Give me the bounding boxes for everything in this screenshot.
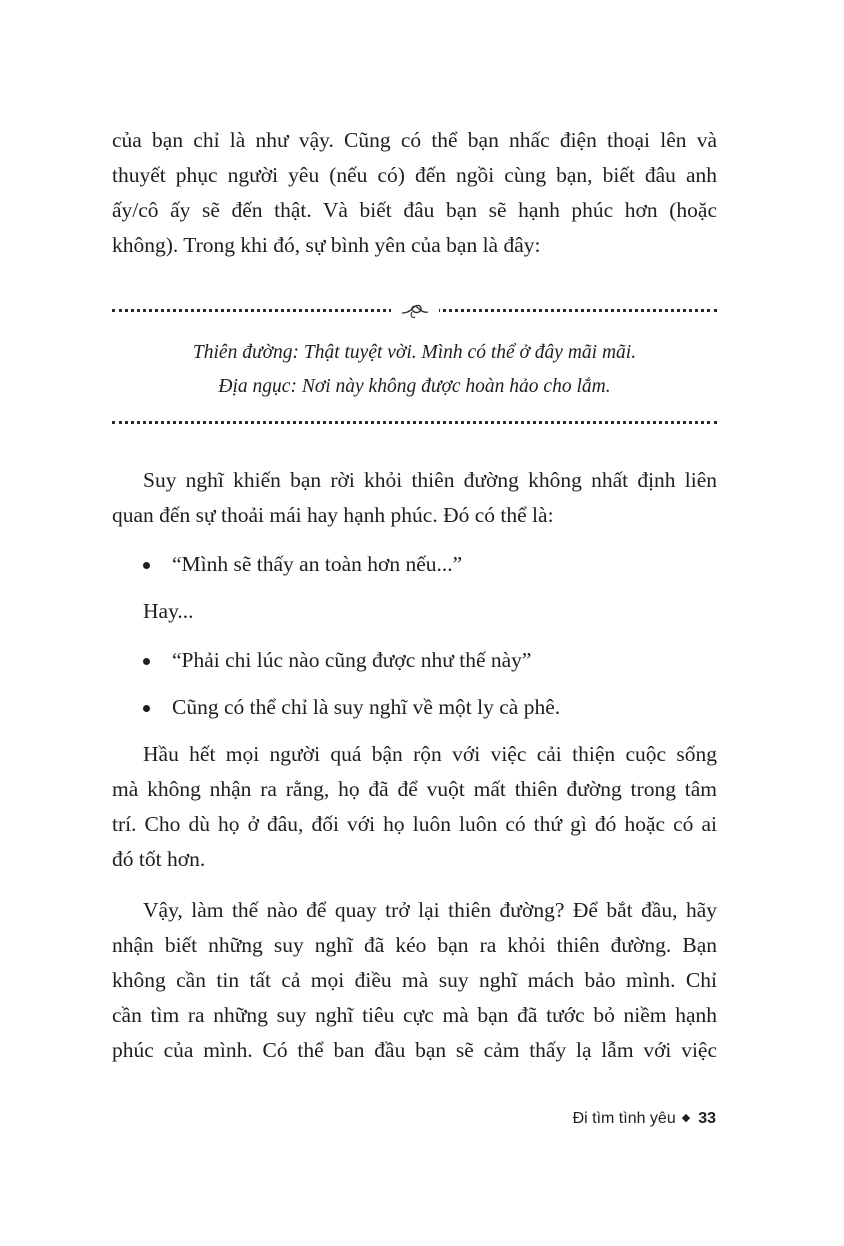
text-line: của bạn chỉ là như vậy. Cũng có thể bạn nhấc điện thoại lên và bbox=[112, 128, 717, 152]
quote-line-heaven: Thiên đường: Thật tuyệt vời. Mình có thể ở đây mãi mãi. bbox=[192, 342, 637, 363]
text-line: Hầu hết mọi người quá bận rộn với việc cải thiện cuộc sống bbox=[143, 742, 717, 766]
bullet-icon bbox=[143, 562, 150, 569]
divider-bottom bbox=[112, 421, 717, 428]
page-number: 33 bbox=[698, 1110, 716, 1127]
bullet-icon bbox=[143, 705, 150, 712]
page-footer bbox=[573, 1110, 716, 1128]
bullet-item-2: “Phải chi lúc nào cũng được như thế này” bbox=[172, 648, 532, 672]
text-line: quan đến sự thoải mái hay hạnh phúc. Đó có thể là: bbox=[112, 503, 554, 527]
text-line: trí. Cho dù họ ở đâu, đối với họ luôn luôn có thứ gì đó hoặc có ai bbox=[112, 812, 717, 836]
paragraph-2 bbox=[112, 463, 717, 533]
bullet-item-1: “Mình sẽ thấy an toàn hơn nếu...” bbox=[172, 552, 463, 576]
diamond-icon: ◆ bbox=[681, 1112, 691, 1124]
bullet-item-3: Cũng có thể chỉ là suy nghĩ về một ly cà phê. bbox=[172, 695, 561, 719]
text-line: phúc của mình. Có thể ban đầu bạn sẽ cảm thấy lạ lẫm với việc bbox=[112, 1038, 717, 1062]
book-title: Đi tìm tình yêu bbox=[572, 1110, 676, 1127]
paragraph-4 bbox=[112, 893, 717, 1068]
text-line: nhận biết những suy nghĩ đã kéo bạn ra khỏi thiên đường. Bạn bbox=[112, 933, 717, 957]
text-line: không cần tin tất cả mọi điều mà suy nghĩ mách bảo mình. Chỉ bbox=[112, 968, 717, 992]
text-line: đó tốt hơn. bbox=[112, 847, 206, 871]
ornament-icon bbox=[400, 300, 430, 322]
text-line: cần tìm ra những suy nghĩ tiêu cực mà bạn đã tước bỏ niềm hạnh bbox=[112, 1003, 717, 1027]
text-line: không). Trong khi đó, sự bình yên của bạn là đây: bbox=[112, 233, 541, 257]
bullet-icon bbox=[143, 658, 150, 665]
paragraph-3 bbox=[112, 737, 717, 877]
hay-text: Hay... bbox=[143, 599, 194, 623]
text-line: thuyết phục người yêu (nếu có) đến ngồi cùng bạn, biết đâu anh bbox=[112, 163, 717, 187]
quote-block bbox=[112, 336, 717, 404]
text-line: mà không nhận ra rằng, họ đã để vuột mất thiên đường trong tâm bbox=[112, 777, 717, 801]
quote-line-hell: Địa ngục: Nơi này không được hoàn hảo cho lắm. bbox=[218, 376, 611, 397]
text-line: Suy nghĩ khiến bạn rời khỏi thiên đường không nhất định liên bbox=[143, 468, 717, 492]
paragraph-1 bbox=[112, 123, 717, 263]
text-line: ấy/cô ấy sẽ đến thật. Và biết đâu bạn sẽ hạnh phúc hơn (hoặc bbox=[112, 198, 717, 222]
divider-top bbox=[112, 309, 717, 316]
text-line: Vậy, làm thế nào để quay trở lại thiên đường? Để bắt đầu, hãy bbox=[143, 898, 717, 922]
